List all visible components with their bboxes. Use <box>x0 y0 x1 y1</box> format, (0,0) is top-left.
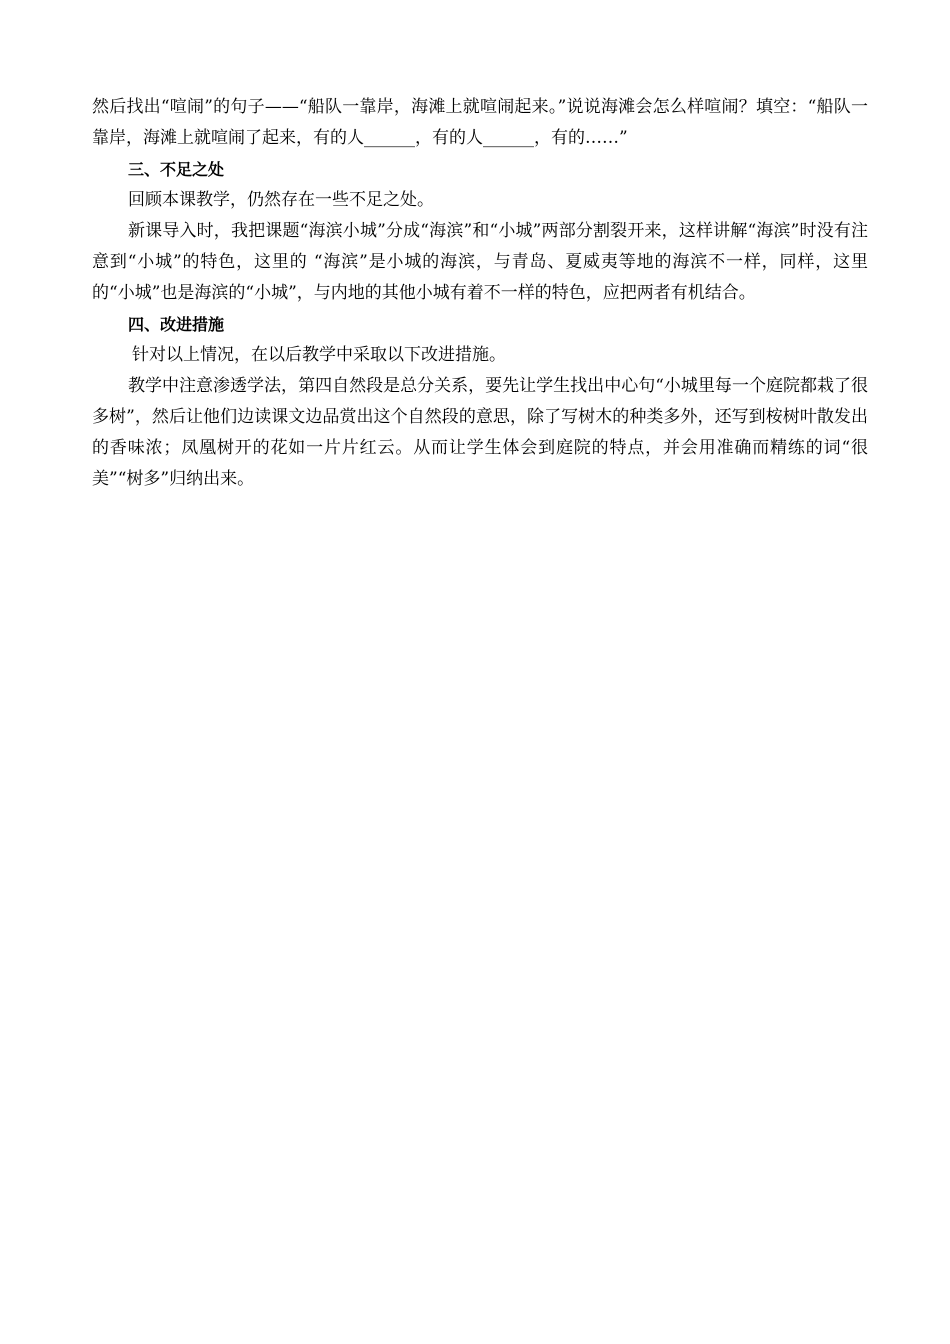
paragraph-improvement-detail: 教学中注意渗透学法，第四自然段是总分关系，要先让学生找出中心句“小城里每一个庭院都栽了很多树”，然后让他们边读课文边品赏出这个自然段的意思，除了写树木的种类多外，还写到桉树叶散发出的香味浓；凤凰树开的花如一片片红云。从而让学生体会到庭院的特点，并会用准确而精练的词“很美”“树多”归纳出来。 <box>92 376 868 489</box>
paragraph-improvement-intro: 针对以上情况，在以后教学中采取以下改进措施。 <box>132 345 506 365</box>
section-heading-shortcomings: 三、不足之处 <box>128 160 225 179</box>
paragraph-review: 回顾本课教学，仍然存在一些不足之处。 <box>128 190 434 210</box>
paragraph-fill-in-blank: 然后找出“喧闹”的句子——“船队一靠岸，海滩上就喧闹起来。”说说海滩会怎么样喧闹？填空：“船队一靠岸，海滩上就喧闹了起来，有的人______，有的人______，有的……” <box>92 97 868 148</box>
section-heading-improvements: 四、改进措施 <box>128 315 225 334</box>
paragraph-shortcoming-detail: 新课导入时，我把课题“海滨小城”分成“海滨”和“小城”两部分割裂开来，这样讲解“海滨”时没有注意到“小城”的特色，这里的 “海滨”是小城的海滨，与青岛、夏威夷等地的海滨不一样，同样，这里的“小城”也是海滨的“小城”，与内地的其他小城有着不一样的特色，应把两者有机结合。 <box>92 221 868 303</box>
document-body <box>92 92 868 495</box>
